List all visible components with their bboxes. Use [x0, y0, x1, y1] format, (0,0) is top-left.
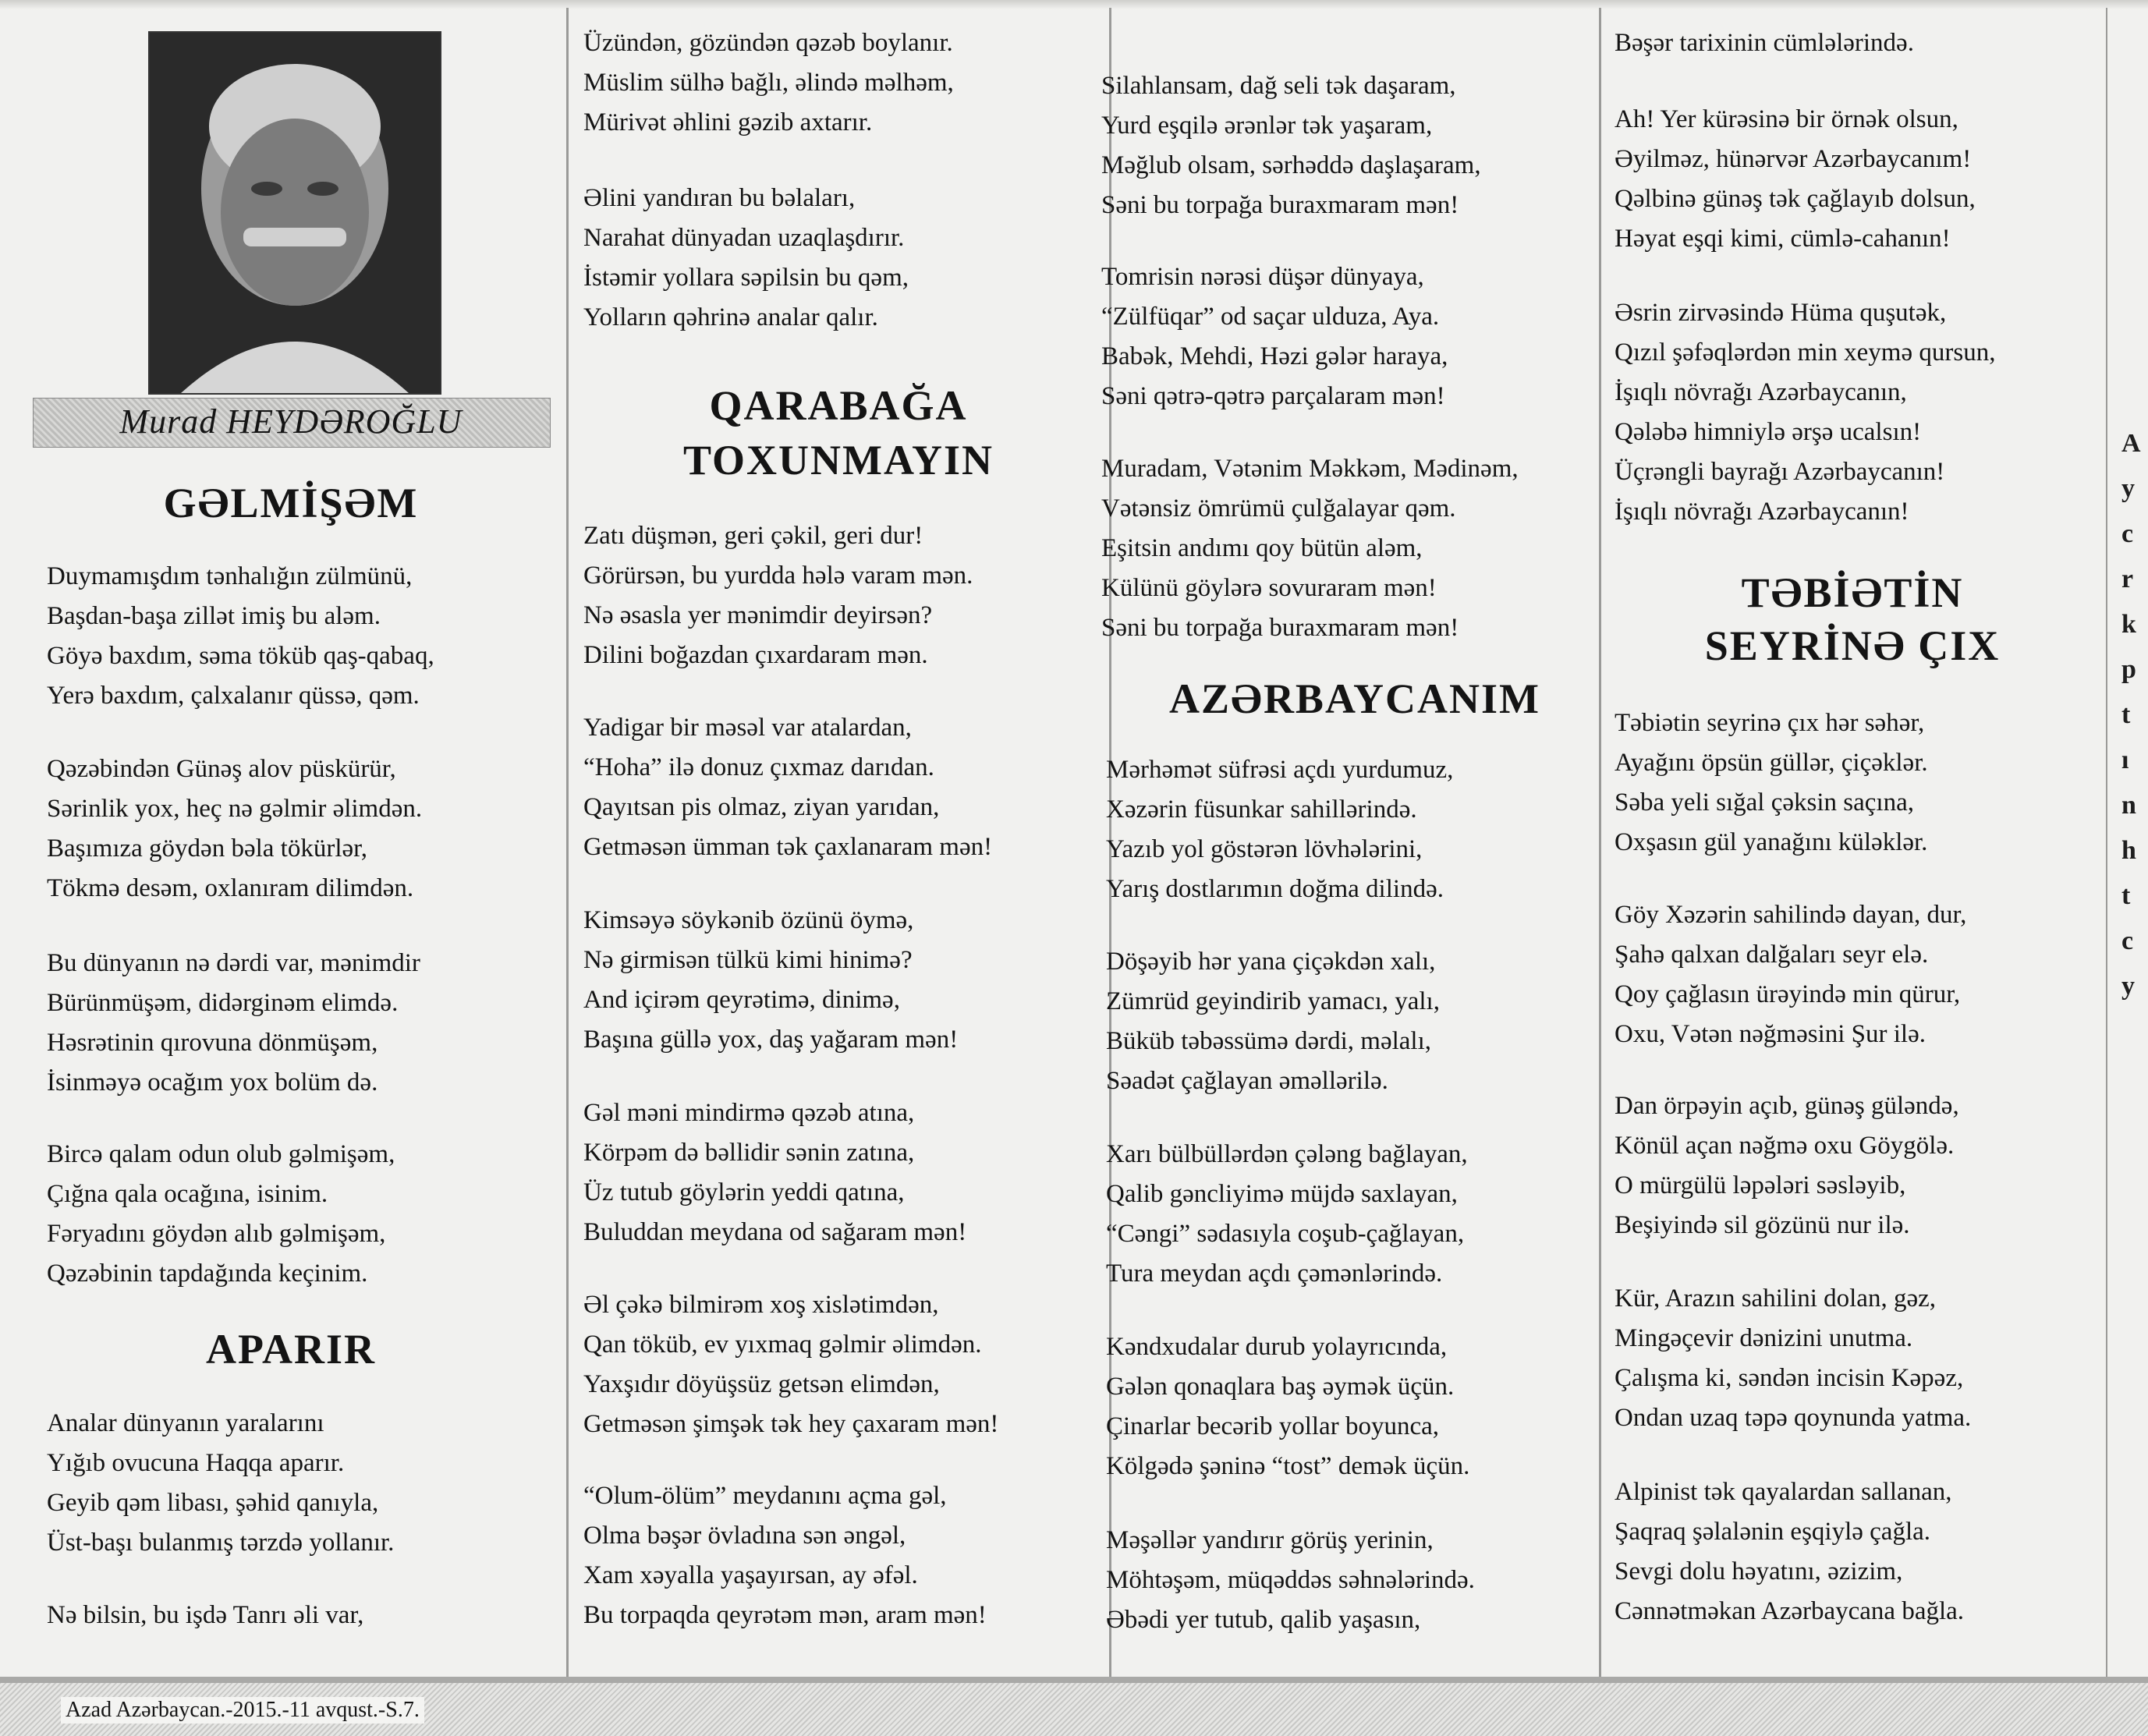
stanza	[47, 944, 420, 1103]
poem-title-aparir: APARIR	[206, 1326, 376, 1373]
verse-line: “Zülfüqar” od saçar ulduza, Aya.	[1101, 303, 1440, 331]
fragment-letter: r	[2121, 565, 2134, 593]
verse-line: Yadigar bir məsəl var atalardan,	[583, 714, 912, 742]
verse-line: Məşəllər yandırır görüş yerinin,	[1106, 1526, 1434, 1554]
verse-line: Mingəçevir dənizini unutma.	[1615, 1324, 1913, 1352]
poem-title-qarabaga-line2: TOXUNMAYIN	[682, 437, 994, 484]
verse-line: İstəmir yollara səpilsin bu qəm,	[583, 264, 909, 292]
stanza	[47, 1404, 394, 1563]
verse-line: Analar dünyanın yaralarını	[47, 1409, 324, 1437]
stanza	[1615, 703, 1928, 863]
verse-line: Başımıza göydən bəla tökürlər,	[47, 834, 368, 863]
stanza	[1615, 1086, 1959, 1245]
verse-line: Döşəyib hər yana çiçəkdən xalı,	[1106, 948, 1436, 976]
verse-line: Üz tutub göylərin yeddi qatına,	[583, 1178, 905, 1206]
verse-line: Əl çəkə bilmirəm xoş xislətimdən,	[583, 1291, 939, 1319]
stanza	[583, 901, 958, 1060]
verse-line: Göyə baxdım, səma töküb qaş-qabaq,	[47, 642, 434, 670]
verse-line: Könül açan nəğmə oxu Göygölə.	[1615, 1132, 1955, 1160]
verse-line: Muradam, Vətənim Məkkəm, Mədinəm,	[1101, 455, 1519, 483]
verse-line: Babək, Mehdi, Həzi gələr haraya,	[1101, 342, 1448, 370]
footer-rule	[0, 1677, 2148, 1683]
verse-line: Getməsən şimşək tək hey çaxaram mən!	[583, 1410, 999, 1438]
stanza	[1106, 942, 1440, 1101]
verse-line: Gələn qonaqlara baş əymək üçün.	[1106, 1373, 1455, 1401]
stanza	[1615, 1279, 1971, 1438]
verse-line: Fəryadını göydən alıb gəlmişəm,	[47, 1220, 386, 1248]
verse-line: Başına güllə yox, daş yağaram mən!	[583, 1026, 959, 1054]
verse-line: Əlini yandıran bu bəlaları,	[583, 184, 856, 212]
verse-line: Başdan-başa zillət imiş bu aləm.	[47, 602, 381, 630]
author-name: Murad HEYDƏROĞLU	[119, 402, 463, 441]
fragment-letter: ı	[2121, 746, 2129, 774]
verse-line: Tura meydan açdı çəmənlərində.	[1106, 1259, 1443, 1288]
verse-line: Yazıb yol göstərən lövhələrini,	[1106, 835, 1423, 863]
fragment-letter: y	[2121, 972, 2135, 1001]
verse-line: Bəşər tarixinin cümlələrində.	[1615, 29, 1914, 57]
verse-line: Dilini boğazdan çıxardaram mən.	[583, 641, 928, 669]
column-rule	[1599, 8, 1601, 1677]
stanza	[1101, 66, 1481, 225]
fragment-letter: k	[2121, 610, 2136, 639]
verse-line: Çinarlar becərib yollar boyunca,	[1106, 1412, 1439, 1440]
verse-line: O mürgülü ləpələri səsləyib,	[1615, 1171, 1906, 1199]
stanza	[1615, 895, 1966, 1054]
fragment-letter: y	[2121, 474, 2135, 503]
stanza	[1106, 1521, 1475, 1640]
stanza	[583, 1285, 998, 1444]
verse-line: Gəl məni mindirmə qəzəb atına,	[583, 1099, 915, 1127]
verse-line: Məğlub olsam, sərhəddə daşlaşaram,	[1101, 151, 1481, 179]
source-citation: Azad Azərbaycan.-2015.-11 avqust.-S.7.	[61, 1697, 424, 1724]
verse-line: Olma bəşər övladına sən əngəl,	[583, 1522, 906, 1550]
verse-line: Nə girmisən tülkü kimi hinimə?	[583, 946, 913, 974]
verse-line: Bircə qalam odun olub gəlmişəm,	[47, 1140, 395, 1168]
verse-line: Təbiətin seyrinə çıx hər səhər,	[1615, 709, 1925, 737]
verse-line: Üzündən, gözündən qəzəb boylanır.	[583, 29, 953, 57]
author-photo	[148, 31, 441, 395]
verse-line: “Hoha” ilə donuz çıxmaz darıdan.	[583, 753, 934, 781]
verse-line: Səni bu torpağa buraxmaram mən!	[1101, 614, 1459, 642]
verse-line: Əyilməz, hünərvər Azərbaycanım!	[1615, 145, 1972, 173]
verse-line: Səadət çağlayan əməllərilə.	[1106, 1067, 1388, 1095]
stanza	[1615, 293, 1995, 532]
verse-line: Bu torpaqda qeyrətəm mən, aram mən!	[583, 1601, 987, 1629]
verse-line: Mərhəmət süfrəsi açdı yurdumuz,	[1106, 756, 1454, 784]
stanza	[1615, 1472, 1964, 1631]
stanza	[583, 708, 992, 867]
verse-line: Səba yeli sığal çəksin saçına,	[1615, 788, 1914, 817]
fragment-letter: p	[2121, 655, 2136, 684]
verse-line: Ondan uzaq təpə qoynunda yatma.	[1615, 1404, 1972, 1432]
verse-line: Alpinist tək qayalardan sallanan,	[1615, 1478, 1952, 1506]
verse-line: Dan örpəyin açıb, günəş güləndə,	[1615, 1092, 1959, 1120]
fragment-letter: t	[2121, 700, 2131, 729]
verse-line: Qəzəbindən Günəş alov püskürür,	[47, 755, 396, 783]
verse-line: Yolların qəhrinə analar qalır.	[583, 303, 878, 331]
verse-line: Əsrin zirvəsində Hüma quşutək,	[1615, 299, 1947, 327]
fragment-letter: A	[2121, 429, 2141, 458]
stanza	[583, 179, 909, 338]
verse-line: Beşiyində sil gözünü nur ilə.	[1615, 1211, 1910, 1239]
poem-title-qarabaga-line1: QARABAĞA	[709, 382, 968, 429]
verse-line: And içirəm qeyrətimə, dinimə,	[583, 986, 900, 1014]
verse-line: Müslim sülhə bağlı, əlində məlhəm,	[583, 69, 954, 97]
verse-line: Ayağını öpsün güllər, çiçəklər.	[1615, 749, 1928, 777]
verse-line: Xəzərin füsunkar sahillərində.	[1106, 795, 1417, 824]
verse-line: Sevgi dolu həyatını, əzizim,	[1615, 1557, 1903, 1585]
stanza	[583, 1093, 966, 1252]
stanza	[583, 23, 954, 143]
verse-line: Cənnətməkan Azərbaycana bağla.	[1615, 1597, 1965, 1625]
verse-line: Bürünmüşəm, didərginəm elimdə.	[47, 989, 399, 1017]
verse-line: Xam xəyalla yaşayırsan, ay əfəl.	[583, 1561, 918, 1589]
verse-line: Zümrüd geyindirib yamacı, yalı,	[1106, 987, 1440, 1015]
verse-line: Üst-başı bulanmış tərzdə yollanır.	[47, 1529, 395, 1557]
verse-line: Zatı düşmən, geri çəkil, geri dur!	[583, 522, 923, 550]
verse-line: Yaxşıdır döyüşsüz getsən elimdən,	[583, 1370, 940, 1398]
verse-line: İşıqlı növrağı Azərbaycanın!	[1615, 498, 1909, 526]
verse-line: Nə əsasla yer mənimdir deyirsən?	[583, 601, 933, 629]
verse-line: Tomrisin nərəsi düşər dünyaya,	[1101, 263, 1424, 291]
verse-line: Kölgədə şəninə “tost” demək üçün.	[1106, 1452, 1470, 1480]
verse-line: Mürivət əhlini gəzib axtarır.	[583, 108, 873, 136]
verse-line: Eşitsin andımı qoy bütün aləm,	[1101, 534, 1423, 562]
stanza	[1101, 449, 1519, 648]
stanza	[1615, 23, 1914, 63]
verse-line: Həyat eşqi kimi, cümlə-cahanın!	[1615, 225, 1951, 253]
verse-line: Çalışma ki, səndən incisin Kəpəz,	[1615, 1364, 1964, 1392]
verse-line: Qan töküb, ev yıxmaq gəlmir əlimdən.	[583, 1330, 982, 1359]
verse-line: Qalib gəncliyimə müjdə saxlayan,	[1106, 1180, 1458, 1208]
verse-line: Şaqraq şəlalənin eşqiylə çağla.	[1615, 1518, 1931, 1546]
verse-line: İsinməyə ocağım yox bolüm də.	[47, 1068, 378, 1097]
stanza	[1101, 257, 1448, 416]
poem-title-tebietin-line1: TƏBİƏTİN	[1741, 569, 1964, 616]
verse-line: İşıqlı növrağı Azərbaycanın,	[1615, 378, 1907, 406]
verse-line: Oxu, Vətən nəğməsini Şur ilə.	[1615, 1020, 1926, 1048]
stanza	[47, 1596, 363, 1635]
verse-line: Geyib qəm libası, şəhid qanıyla,	[47, 1489, 379, 1517]
column-rule	[566, 8, 569, 1677]
verse-line: Çığna qala ocağına, isinim.	[47, 1180, 328, 1208]
verse-line: Körpəm də bəllidir sənin zatına,	[583, 1139, 915, 1167]
fragment-letter: t	[2121, 881, 2131, 910]
verse-line: Qələbə himniylə ərşə ucalsın!	[1615, 418, 1922, 446]
verse-line: Yığıb ovucuna Haqqa aparır.	[47, 1449, 345, 1477]
fragment-letter: c	[2121, 519, 2134, 548]
verse-line: Külünü göylərə sovuraram mən!	[1101, 574, 1437, 602]
verse-line: Qəlbinə günəş tək çağlayıb dolsun,	[1615, 185, 1976, 213]
stanza	[1615, 100, 1976, 259]
poem-title-galmisham: GƏLMİŞƏM	[163, 480, 419, 526]
verse-line: Kimsəyə söykənib özünü öymə,	[583, 906, 914, 934]
adjacent-column-fragment	[2121, 421, 2141, 1009]
verse-line: Silahlansam, dağ seli tək daşaram,	[1101, 72, 1456, 100]
verse-line: Ah! Yer kürəsinə bir örnək olsun,	[1615, 105, 1958, 133]
verse-line: Göy Xəzərin sahilində dayan, dur,	[1615, 901, 1967, 929]
column-rule	[2106, 8, 2107, 1677]
verse-line: Narahat dünyadan uzaqlaşdırır.	[583, 224, 905, 252]
verse-line: Kür, Arazın sahilini dolan, gəz,	[1615, 1284, 1936, 1313]
verse-line: Duymamışdım tənhalığın zülmünü,	[47, 562, 413, 590]
verse-line: Qayıtsan pis olmaz, ziyan yarıdan,	[583, 793, 940, 821]
verse-line: Yarış dostlarımın doğma dilində.	[1106, 875, 1444, 903]
verse-line: Vətənsiz ömrümü çulğalayar qəm.	[1101, 494, 1456, 523]
stanza	[1106, 1135, 1468, 1294]
verse-line: Möhtəşəm, müqəddəs səhnələrində.	[1106, 1566, 1475, 1594]
verse-line: Qoy çağlasın ürəyində min qürur,	[1615, 980, 1961, 1008]
verse-line: Səni qətrə-qətrə parçalaram mən!	[1101, 382, 1445, 410]
stanza	[47, 749, 422, 909]
verse-line: Yerə baxdım, çalxalanır qüssə, qəm.	[47, 682, 420, 710]
stanza	[47, 557, 434, 716]
verse-line: Üçrəngli bayrağı Azərbaycanın!	[1615, 458, 1945, 486]
stanza	[1106, 750, 1453, 909]
verse-line: Qəzəbinin tapdağında keçinim.	[47, 1259, 368, 1288]
verse-line: Nə bilsin, bu işdə Tanrı əli var,	[47, 1601, 364, 1629]
verse-line: Səni bu torpağa buraxmaram mən!	[1101, 191, 1459, 219]
top-rule	[0, 0, 2148, 9]
verse-line: Büküb təbəssümə dərdi, məlalı,	[1106, 1027, 1431, 1055]
verse-line: Bu dünyanın nə dərdi var, mənimdir	[47, 949, 420, 977]
verse-line: Sərinlik yox, heç nə gəlmir əlimdən.	[47, 795, 423, 823]
stanza	[583, 516, 973, 675]
fragment-letter: c	[2121, 926, 2134, 955]
verse-line: Yurd eşqilə ərənlər tək yaşaram,	[1101, 112, 1433, 140]
fragment-letter: n	[2121, 791, 2136, 820]
verse-line: Şahə qalxan dalğaları seyr elə.	[1615, 941, 1929, 969]
verse-line: Həsrətinin qırovuna dönmüşəm,	[47, 1029, 378, 1057]
stanza	[47, 1135, 395, 1294]
fragment-letter: h	[2121, 836, 2136, 865]
verse-line: Əbədi yer tutub, qalib yaşasın,	[1106, 1606, 1421, 1634]
verse-line: Oxşasın gül yanağını küləklər.	[1615, 828, 1928, 856]
poem-title-azerbaycanim: AZƏRBAYCANIM	[1169, 675, 1540, 722]
verse-line: Getməsən ümman tək çaxlanaram mən!	[583, 833, 993, 861]
stanza	[1106, 1327, 1469, 1486]
verse-line: Qızıl şəfəqlərdən min xeymə qursun,	[1615, 338, 1996, 367]
poem-title-tebietin-line2: SEYRİNƏ ÇIX	[1704, 622, 2001, 669]
verse-line: Tökmə desəm, oxlanıram dilimdən.	[47, 874, 414, 902]
portrait-image	[150, 33, 440, 393]
verse-line: Xarı bülbüllərdən çələng bağlayan,	[1106, 1140, 1468, 1168]
verse-line: Buluddan meydana od sağaram mən!	[583, 1218, 967, 1246]
verse-line: Görürsən, bu yurdda hələ varam mən.	[583, 562, 973, 590]
verse-line: Kəndxudalar durub yolayrıcında,	[1106, 1333, 1448, 1361]
verse-line: “Cəngi” sədasıyla coşub-çağlayan,	[1106, 1220, 1465, 1248]
stanza	[583, 1476, 987, 1635]
verse-line: “Olum-ölüm” meydanını açma gəl,	[583, 1482, 947, 1510]
